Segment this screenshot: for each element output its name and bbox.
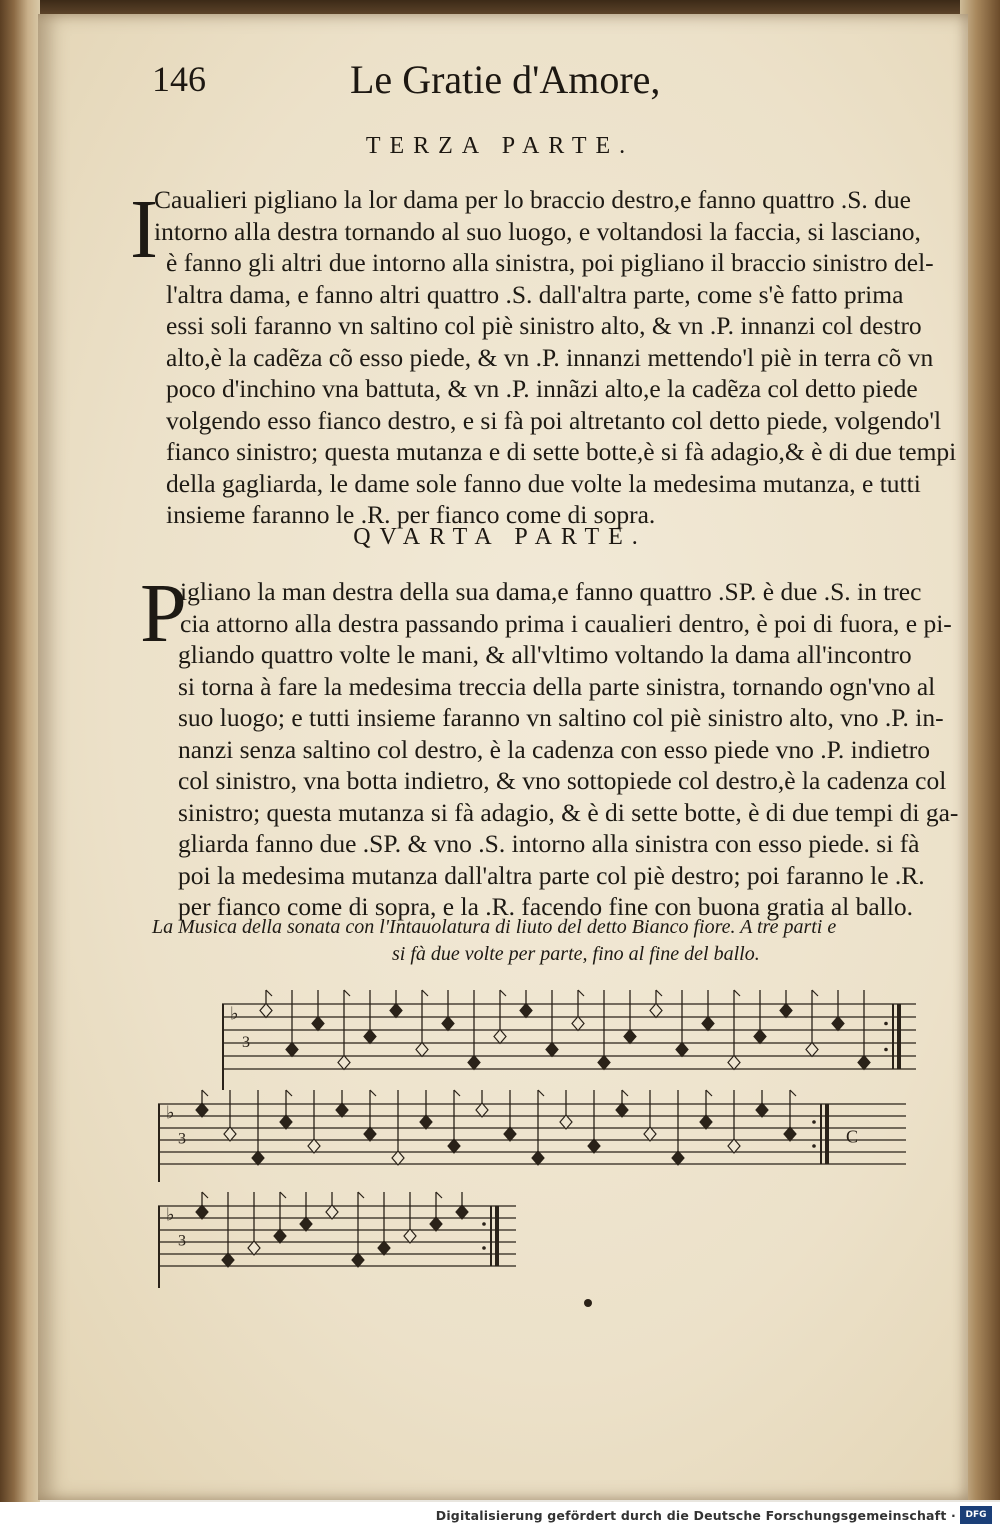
dropcap-i: I (130, 183, 158, 276)
text-line: suo luogo; e tutti insieme faranno vn saltino col piè sinistro alto, vno .P. in- (178, 703, 944, 732)
text-line: della gagliarda, le dame sole fanno due volte la medesima mutanza, e tutti (166, 468, 921, 498)
text-line: insieme faranno le .R. per fianco come di sopra. (166, 500, 656, 529)
text-line: nanzi senza saltino col destro, è la cadenza con esso piede vno .P. indietro (178, 734, 931, 764)
running-head (0, 56, 1000, 106)
text-line: si torna à fare la medesima treccia della parte sinistra, tornando ogn'vno al (178, 671, 936, 701)
text-line: essi soli faranno vn saltino col piè sinistro alto, & vn .P. innanzi col destro (166, 311, 922, 340)
running-title: Le Gratie d'Amore, (350, 57, 661, 102)
svg-text:3: 3 (178, 1232, 186, 1250)
svg-text:♭: ♭ (166, 1204, 175, 1225)
music-caption (152, 914, 922, 968)
dropcap-p: P (140, 567, 187, 660)
book-edge-left (0, 0, 40, 1528)
text-line: igliano la man destra della sua dama,e fanno quattro .SP. è due .S. in trec (180, 577, 922, 606)
section-heading-terza: TERZA PARTE. (365, 133, 635, 159)
text-line: fianco sinistro; questa mutanza e di sette botte,è si fà adagio,& è di due tempi (166, 437, 957, 466)
text-line: col sinistro, vna botta indietro, & vno sottopiede col destro,è la cadenza col (178, 766, 947, 795)
section-heading-quarta: QVARTA PARTE. (353, 524, 647, 550)
text-line: è fanno gli altri due intorno alla sinistra, poi pigliano il braccio sinistro del- (166, 248, 934, 277)
svg-text:♭: ♭ (230, 1003, 239, 1024)
text-line: gliando quattro volte le mani, & all'vltimo voltando la dama all'incontro (178, 640, 912, 669)
svg-text:C: C (846, 1126, 859, 1147)
footer-credit-text: Digitalisierung gefördert durch die Deutsche Forschungsgemeinschaft · (435, 1508, 956, 1523)
svg-text:3: 3 (178, 1130, 186, 1148)
page-number: 146 (152, 59, 206, 99)
dfg-logo: DFG (960, 1506, 992, 1524)
paragraph-quarta (140, 576, 959, 923)
lute-tablature-staff-2 (150, 1082, 910, 1182)
text-line: per fianco come di sopra, e la .R. facendo fine con buona gratia al ballo. (178, 892, 913, 921)
text-line: cia attorno alla destra passando prima i caualieri dentro, è poi di fuora, e pi- (180, 608, 952, 638)
text-line: alto,è la cadẽza cõ esso piede, & vn .P. innanzi mettendo'l piè in terra cõ vn (166, 342, 934, 372)
lute-tablature-staff-1 (210, 980, 920, 1090)
paragraph-terza (140, 184, 957, 531)
text-line: intorno alla destra tornando al suo luogo, e voltandosi la faccia, si lasciano, (154, 216, 921, 246)
caption-line: La Musica della sonata con l'Intauolatura di liuto del detto Bianco fiore. A tre parti e (152, 916, 837, 938)
text-line: poco d'inchino vna battuta, & vn .P. innãzi alto,e la cadẽza col detto piede (166, 374, 918, 403)
text-line: gliarda fanno due .SP. & vno .S. intorno alla sinistra con esso piede. si fà (178, 829, 920, 858)
text-line: sinistro; questa mutanza si fà adagio, & è di sette botte, è di due tempi di ga- (178, 797, 959, 827)
text-line: volgendo esso fianco destro, e si fà poi altretanto col detto piede, volgendo'l (166, 405, 942, 435)
svg-text:3: 3 (242, 1033, 250, 1051)
page-ornament-dot (584, 1299, 592, 1307)
caption-line: si fà due volte per parte, fino al fine del ballo. (392, 943, 760, 965)
text-line: poi la medesima mutanza dall'altra parte col piè destro; poi faranno le .R. (178, 860, 925, 890)
text-line: l'altra dama, e fanno altri quattro .S. dall'altra parte, come s'è fatto prima (166, 279, 904, 309)
svg-text:♭: ♭ (166, 1102, 175, 1123)
text-line: Caualieri pigliano la lor dama per lo braccio destro,e fanno quattro .S. due (154, 185, 911, 214)
lute-tablature-staff-3 (150, 1188, 520, 1288)
digitization-footer (0, 1502, 1000, 1528)
